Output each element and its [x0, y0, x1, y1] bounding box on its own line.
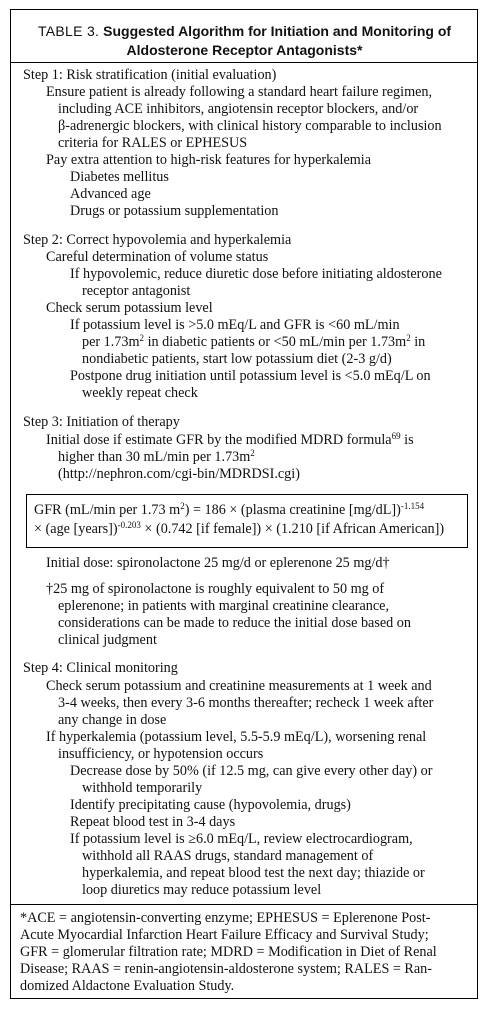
step3-text: Initial dose if estimate GFR by the modified MDRD formula$^{69}$ is [46, 431, 414, 448]
title-divider [10, 62, 478, 63]
step1-text: including ACE inhibitors, angiotensin receptor blockers, and/or [58, 101, 419, 117]
step4-text: Identify precipitating cause (hypovolemia, drugs) [70, 797, 351, 813]
step2-text: Check serum potassium level [46, 300, 213, 316]
step4-text: withhold temporarily [82, 780, 203, 796]
step3-initial-dose: Initial dose: spironolactone 25 mg/d or eplerenone 25 mg/d† [46, 555, 390, 571]
step4-text: loop diuretics may reduce potassium level [82, 882, 322, 898]
step3-note: clinical judgment [58, 632, 157, 648]
step4-text: withhold all RAAS drugs, standard management of [82, 848, 374, 864]
step1-text: Pay extra attention to high-risk features for hyperkalemia [46, 152, 372, 168]
footnote-divider [10, 904, 478, 905]
step1-list-item: Advanced age [70, 186, 151, 202]
footnote-line: Disease; RAAS = renin-angiotensin-aldosterone system; RALES = Ran- [20, 961, 433, 977]
step4-heading: Step 4: Clinical monitoring [23, 660, 178, 676]
step3-heading: Step 3: Initiation of therapy [23, 414, 180, 430]
gfr-formula-line1: GFR (mL/min per 1.73 $m^2) = 186$ × (plasma creatinine [mg/dL])$^{-1.154}$ [34, 501, 425, 518]
footnote-line: GFR = glomerular filtration rate; MDRD = Modification in Diet of Renal [20, 944, 437, 960]
step4-text: any change in dose [58, 712, 167, 728]
table-title-line1: Suggested Algorithm for Initiation and Monitoring of [103, 23, 452, 39]
step2-text: If hypovolemic, reduce diuretic dose before initiating aldosterone [70, 266, 442, 282]
footnote-line: *ACE = angiotensin-converting enzyme; EPHESUS = Eplerenone Post- [20, 910, 431, 926]
step4-text: Check serum potassium and creatinine measurements at 1 week and [46, 678, 432, 694]
footnote-line: Acute Myocardial Infarction Heart Failure Efficacy and Survival Study; [20, 927, 429, 943]
step4-text: Repeat blood test in 3-4 days [70, 814, 236, 830]
step3-text: higher than 30 mL/min per $1.73m^2$ [58, 448, 255, 465]
step4-text: hyperkalemia, and repeat blood test the next day; thiazide or [82, 865, 425, 881]
step2-text: per $1.73m^2$ in diabetic patients or <50 mL/min per $1.73m^2$ in [82, 333, 426, 350]
step4-text: If hyperkalemia (potassium level, 5.5-5.9 mEq/L), worsening renal [46, 729, 427, 745]
step1-text: Ensure patient is already following a standard heart failure regimen, [46, 84, 433, 100]
step3-note: eplerenone; in patients with marginal creatinine clearance, [58, 598, 390, 614]
step1-text: criteria for RALES or EPHESUS [58, 135, 248, 151]
step2-text: weekly repeat check [82, 385, 198, 401]
step4-text: 3-4 weeks, then every 3-6 months thereafter; recheck 1 week after [58, 695, 434, 711]
step2-text: nondiabetic patients, start low potassium diet (2-3 g/d) [82, 351, 392, 367]
step3-note: considerations can be made to reduce the initial dose based on [58, 615, 411, 631]
step3-note: †25 mg of spironolactone is roughly equivalent to 50 mg of [46, 581, 385, 597]
step3-url: (http://nephron.com/cgi-bin/MDRDSI.cgi) [58, 466, 300, 482]
step1-text: β-adrenergic blockers, with clinical history comparable to inclusion [58, 118, 442, 134]
step2-text: If potassium level is >5.0 mEq/L and GFR is <60 mL/min [70, 317, 400, 333]
step2-text: Careful determination of volume status [46, 249, 269, 265]
table-title-line2: Aldosterone Receptor Antagonists* [126, 42, 363, 58]
step2-heading: Step 2: Correct hypovolemia and hyperkalemia [23, 232, 292, 248]
step4-text: Decrease dose by 50% (if 12.5 mg, can give every other day) or [70, 763, 433, 779]
step2-text: receptor antagonist [82, 283, 191, 299]
table-label: TABLE 3. [37, 23, 100, 39]
step1-heading: Step 1: Risk stratification (initial evaluation) [23, 67, 277, 83]
gfr-formula-line2: × (age [years])$^{-0.203}$ × (0.742 [if female]) × (1.210 [if African American]) [34, 520, 445, 537]
table-title [12, 22, 477, 60]
step4-text: If potassium level is ≥6.0 mEq/L, review electrocardiogram, [70, 831, 413, 847]
footnote-line: domized Aldactone Evaluation Study. [20, 978, 235, 994]
step1-list-item: Drugs or potassium supplementation [70, 203, 279, 219]
step1-list-item: Diabetes mellitus [70, 169, 169, 185]
step4-text: insufficiency, or hypotension occurs [58, 746, 264, 762]
step2-text: Postpone drug initiation until potassium level is <5.0 mEq/L on [70, 368, 431, 384]
